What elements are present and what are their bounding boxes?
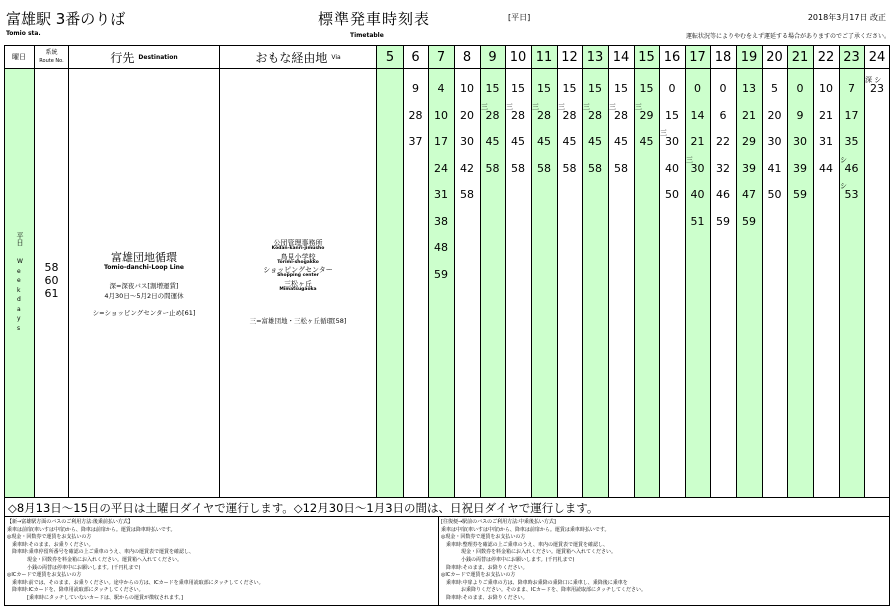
departure-minute: 59: [793, 188, 807, 201]
departure-minute: 35: [844, 135, 859, 148]
departure-minute: 17: [434, 135, 448, 148]
day-label: 平日: [16, 232, 24, 246]
departure-minute: 28: [511, 108, 525, 122]
destination-note-suspend: 4月30日～5月2日の間運休: [104, 292, 184, 300]
hour-header-20: 20: [766, 49, 783, 65]
footer-note-left: 降車時:ICカードを、降車用読取部にタッチしてください。: [7, 587, 144, 594]
departure-minute: 47: [742, 188, 756, 201]
departure-minute: 21: [819, 108, 833, 122]
destination-name: 富雄団地循環: [111, 251, 177, 264]
departure-minute: 40: [665, 161, 679, 175]
departure-mark: 三: [686, 155, 693, 164]
departure-minute: 31: [434, 188, 448, 201]
destination-note-late: 深=深夜バス[割増運賃]: [109, 282, 179, 290]
departure-minute: 45: [537, 135, 551, 148]
departure-minute: 15: [485, 82, 500, 95]
day-letter: a: [17, 305, 21, 313]
footer-note-left: 乗車時:前では、そのまま、お乗りください。途中からの方は、ICカードを乗車用読取部にタッチしてください。: [7, 579, 264, 586]
departure-minute: 41: [767, 161, 782, 175]
departure-minute: 0: [694, 82, 701, 95]
departure-minute: 17: [844, 108, 859, 122]
departure-minute: 15: [562, 82, 577, 95]
departure-minute: 53: [844, 188, 859, 201]
day-letter: s: [17, 324, 21, 332]
departure-minute: 30: [460, 135, 474, 148]
departure-mark: シ: [840, 155, 847, 164]
via-stop: 三松ヶ丘: [284, 279, 312, 288]
footer-note-right: 小銭の両替は停車中にお願いします。(千円札まで): [441, 557, 575, 563]
footer-note-right: 降車時:そのまま、お降りください。: [441, 595, 528, 601]
departure-minute: 10: [819, 82, 833, 95]
day-letter: d: [17, 296, 21, 303]
departure-minute: 28: [408, 108, 423, 122]
hour-header-5: 5: [385, 49, 395, 65]
departure-minute: 45: [485, 135, 500, 148]
departure-minute: 14: [690, 108, 705, 122]
destination-name-en: Tomio-danchi-Loop Line: [103, 264, 184, 271]
departure-minute: 58: [511, 161, 525, 175]
departure-minute: 13: [742, 82, 756, 95]
hour-header-7: 7: [436, 49, 446, 65]
departure-mark: 深 シ: [865, 76, 882, 84]
departure-minute: 24: [434, 161, 448, 175]
departure-mark: 三: [583, 102, 590, 111]
departure-minute: 39: [793, 161, 807, 175]
day-letter: e: [17, 277, 21, 284]
destination-note-shopping: シ=ショッピングセンター止め[61]: [92, 309, 196, 317]
via-stop-en: Shopping center: [277, 273, 319, 278]
departure-mark: 三: [609, 102, 616, 111]
departure-minute: 30: [793, 135, 807, 148]
departure-minute: 50: [767, 188, 782, 201]
departure-minute: 28: [614, 108, 628, 122]
timetable-title: 標準発車時刻表: [318, 10, 431, 28]
hour-header-23: 23: [843, 49, 860, 65]
route-number: 60: [44, 274, 59, 287]
departure-minute: 44: [819, 161, 833, 175]
departure-minute: 28: [485, 108, 500, 122]
departure-mark: 三: [558, 102, 565, 111]
departure-minute: 58: [485, 161, 500, 175]
departure-minute: 51: [690, 214, 705, 228]
departure-minute: 9: [796, 108, 804, 122]
departure-minute: 59: [434, 267, 448, 281]
footer-note-left: 現金・回数券を料金箱にお入れください。運賃箱へ入れてください。: [7, 557, 183, 563]
departure-mark: 三: [506, 102, 513, 111]
footer-note-right: 現金・回数券を料金箱にお入れください。運賃箱へ入れてください。: [441, 549, 617, 556]
hour-header-14: 14: [612, 49, 630, 65]
via-stop-en: Kodan-kanri-jimusho: [271, 246, 325, 251]
departure-minute: 0: [719, 82, 727, 95]
departure-minute: 22: [716, 135, 730, 148]
departure-minute: 50: [665, 188, 679, 201]
departure-minute: 5: [771, 82, 778, 95]
departure-minute: 9: [412, 82, 419, 95]
hour-header-10: 10: [509, 49, 527, 65]
route-header-label: 系統: [45, 49, 58, 56]
departure-mark: 三: [635, 102, 642, 111]
departure-mark: シ: [840, 182, 847, 190]
footer-note-right: 乗車は中扉(車いすは中扉)から、降車は前扉から。運賃は乗車時払いです。: [441, 526, 610, 533]
hour-header-12: 12: [561, 49, 578, 65]
departure-minute: 28: [588, 108, 602, 122]
route-header: [35, 46, 68, 68]
departure-minute: 58: [460, 188, 474, 201]
departure-minute: 30: [665, 135, 679, 148]
daytype-label: [平日]: [508, 13, 531, 22]
departure-minute: 37: [408, 135, 423, 148]
departure-minute: 0: [796, 82, 804, 95]
via-header-label: おもな経由地: [255, 50, 328, 65]
departure-minute: 6: [719, 108, 727, 122]
footer-note-left: 乗車は前扉(車いすは中扉)から、降車は前扉から。運賃は降車時払いです。: [7, 526, 176, 533]
departure-mark: 三: [481, 102, 488, 111]
hour-header-8: 8: [462, 49, 472, 65]
station-title: 富雄駅 3番のりば: [6, 10, 126, 28]
departure-minute: 15: [511, 82, 525, 95]
destination-header: [69, 46, 219, 68]
departure-minute: 10: [434, 108, 448, 122]
day-letter: W: [17, 258, 23, 265]
timetable-title-en: Timetable: [350, 32, 384, 39]
departure-mark: 三: [532, 102, 539, 111]
departure-minute: 15: [614, 82, 628, 95]
day-letter: k: [17, 286, 21, 294]
hour-header-15: 15: [638, 49, 655, 65]
departure-minute: 45: [511, 135, 525, 148]
hour-header-16: 16: [663, 49, 681, 65]
route-number: 58: [44, 261, 59, 274]
revision-date: 2018年3月17日 改正: [807, 13, 886, 22]
route-number: 61: [44, 287, 59, 300]
destination-header-label: 行先: [110, 50, 135, 65]
departure-minute: 21: [742, 108, 756, 122]
day-letter: y: [17, 315, 21, 322]
via-stop: 鳥見小学校: [280, 252, 316, 261]
departure-minute: 29: [639, 108, 654, 122]
departure-minute: 40: [690, 188, 705, 201]
departure-minute: 28: [537, 108, 551, 122]
footer-note-right: ◎現金・回数券で運賃をお支払いの方: [441, 534, 526, 541]
departure-minute: 42: [460, 161, 474, 175]
departure-minute: 30: [690, 161, 705, 175]
departure-minute: 7: [848, 82, 855, 95]
footer-note-left: 【新→富雄駅方面のバスのご利用方法:後乗前払い方式】: [7, 519, 133, 525]
departure-minute: 48: [434, 241, 448, 254]
departure-minute: 46: [716, 188, 730, 201]
footer-note-right: 乗車時:整理券を確認の上ご乗車のうえ、車内の運賃表で運賃を確認し、: [441, 541, 608, 548]
day-header: [4, 46, 34, 68]
footer-note-left: ◎現金・回数券で運賃をお支払いの方: [7, 534, 92, 541]
departure-minute: 15: [639, 82, 654, 95]
departure-minute: 4: [437, 82, 445, 95]
hour-column-highlight: [377, 46, 403, 497]
departure-minute: 58: [562, 161, 577, 175]
departure-minute: 20: [767, 108, 782, 122]
day-header-label: 曜日: [12, 53, 26, 61]
via-header-label-en: Via: [331, 53, 341, 61]
hour-header-24: 24: [868, 49, 886, 65]
departure-minute: 20: [460, 108, 474, 122]
departure-minute: 46: [844, 161, 859, 175]
departure-minute: 15: [588, 82, 602, 95]
destination-header-label-en: Destination: [138, 53, 178, 61]
hour-header-11: 11: [535, 49, 553, 65]
departure-minute: 59: [742, 214, 756, 228]
departure-minute: 31: [819, 135, 833, 148]
column-divider: [864, 45, 865, 498]
hour-header-17: 17: [689, 49, 706, 65]
hour-header-13: 13: [586, 49, 604, 65]
via-stop-en: Torimi-shogakko: [277, 259, 319, 265]
departure-minute: 28: [562, 108, 577, 122]
departure-minute: 45: [614, 135, 628, 148]
footer-note-right: ◎ICカードで運賃をお支払いの方: [441, 572, 516, 579]
departure-minute: 0: [668, 82, 676, 95]
departure-minute: 58: [537, 161, 551, 175]
footer-note-left: [乗車時にタッチしていないカードは、駅からの運賃が徴収されます。]: [7, 595, 184, 601]
station-title-en: Tomio sta.: [6, 30, 41, 37]
departure-minute: 45: [639, 135, 654, 148]
departure-minute: 32: [716, 161, 730, 175]
departure-minute: 30: [767, 135, 782, 148]
via-stop: ショッピングセンター: [263, 266, 333, 274]
departure-minute: 45: [562, 135, 577, 148]
day-letter: e: [17, 267, 21, 275]
hour-header-9: 9: [488, 49, 497, 65]
via-stop-en: Mimatsugaoka: [279, 286, 317, 292]
departure-minute: 15: [537, 82, 551, 95]
departure-minute: 15: [665, 108, 679, 122]
departure-mark: 三: [660, 129, 667, 137]
departure-minute: 39: [742, 161, 756, 175]
departure-minute: 45: [588, 135, 602, 148]
footer-note-right: 乗車時:中扉よりご乗車の方は、降車時お乗降の乗降口に乗車し、乗降後に乗車を: [441, 579, 628, 586]
footer-note-right: お乗降りください。そのまま、ICカードを、降車用読取部にタッチしてください。: [441, 587, 646, 594]
departure-minute: 21: [690, 135, 705, 148]
departure-minute: 58: [614, 161, 628, 175]
via-note: 三=富雄団地・三松ヶ丘循環[58]: [249, 317, 347, 325]
footer-note-left: 降車時:乗車停留所番号を確認の上ご乗車のうえ、車内の運賃表で運賃を確認し、: [7, 549, 194, 556]
departure-minute: 58: [588, 161, 602, 175]
footer-note-left: ◎ICカードで運賃をお支払いの方: [7, 572, 82, 579]
footer-main-notice: ◇8月13日～15日の平日は土曜日ダイヤで運行します。◇12月30日～1月3日の間は、日祝日ダイヤで運行します。: [8, 501, 599, 515]
route-header-label-en: Route No.: [39, 58, 64, 64]
hour-header-6: 6: [411, 49, 420, 65]
departure-minute: 29: [742, 135, 756, 148]
departure-minute: 38: [434, 214, 448, 228]
hour-header-19: 19: [740, 49, 758, 65]
delay-notice: 運転状況等によりやむをえず運延する場合がありますのでご了承ください。: [685, 33, 890, 40]
via-stop: 公団管理事務所: [273, 239, 323, 247]
departure-minute: 10: [460, 82, 474, 95]
hour-header-18: 18: [714, 49, 732, 65]
hour-header-21: 21: [791, 49, 809, 65]
footer-note-left: 乗車時:そのまま、お乗りください。: [7, 541, 94, 548]
departure-minute: 23: [870, 82, 884, 95]
via-header: [220, 46, 376, 68]
footer-note-right: 降車時:そのまま、お降りください。: [441, 564, 528, 571]
footer-note-left: 小銭の両替は停車中にお願いします。(千円札まで): [7, 564, 141, 571]
departure-minute: 59: [716, 214, 730, 228]
footer-note-right: [往復便→駅前のバスのご利用方法:中乗後払い方式]: [441, 519, 556, 525]
hour-header-22: 22: [817, 49, 835, 65]
